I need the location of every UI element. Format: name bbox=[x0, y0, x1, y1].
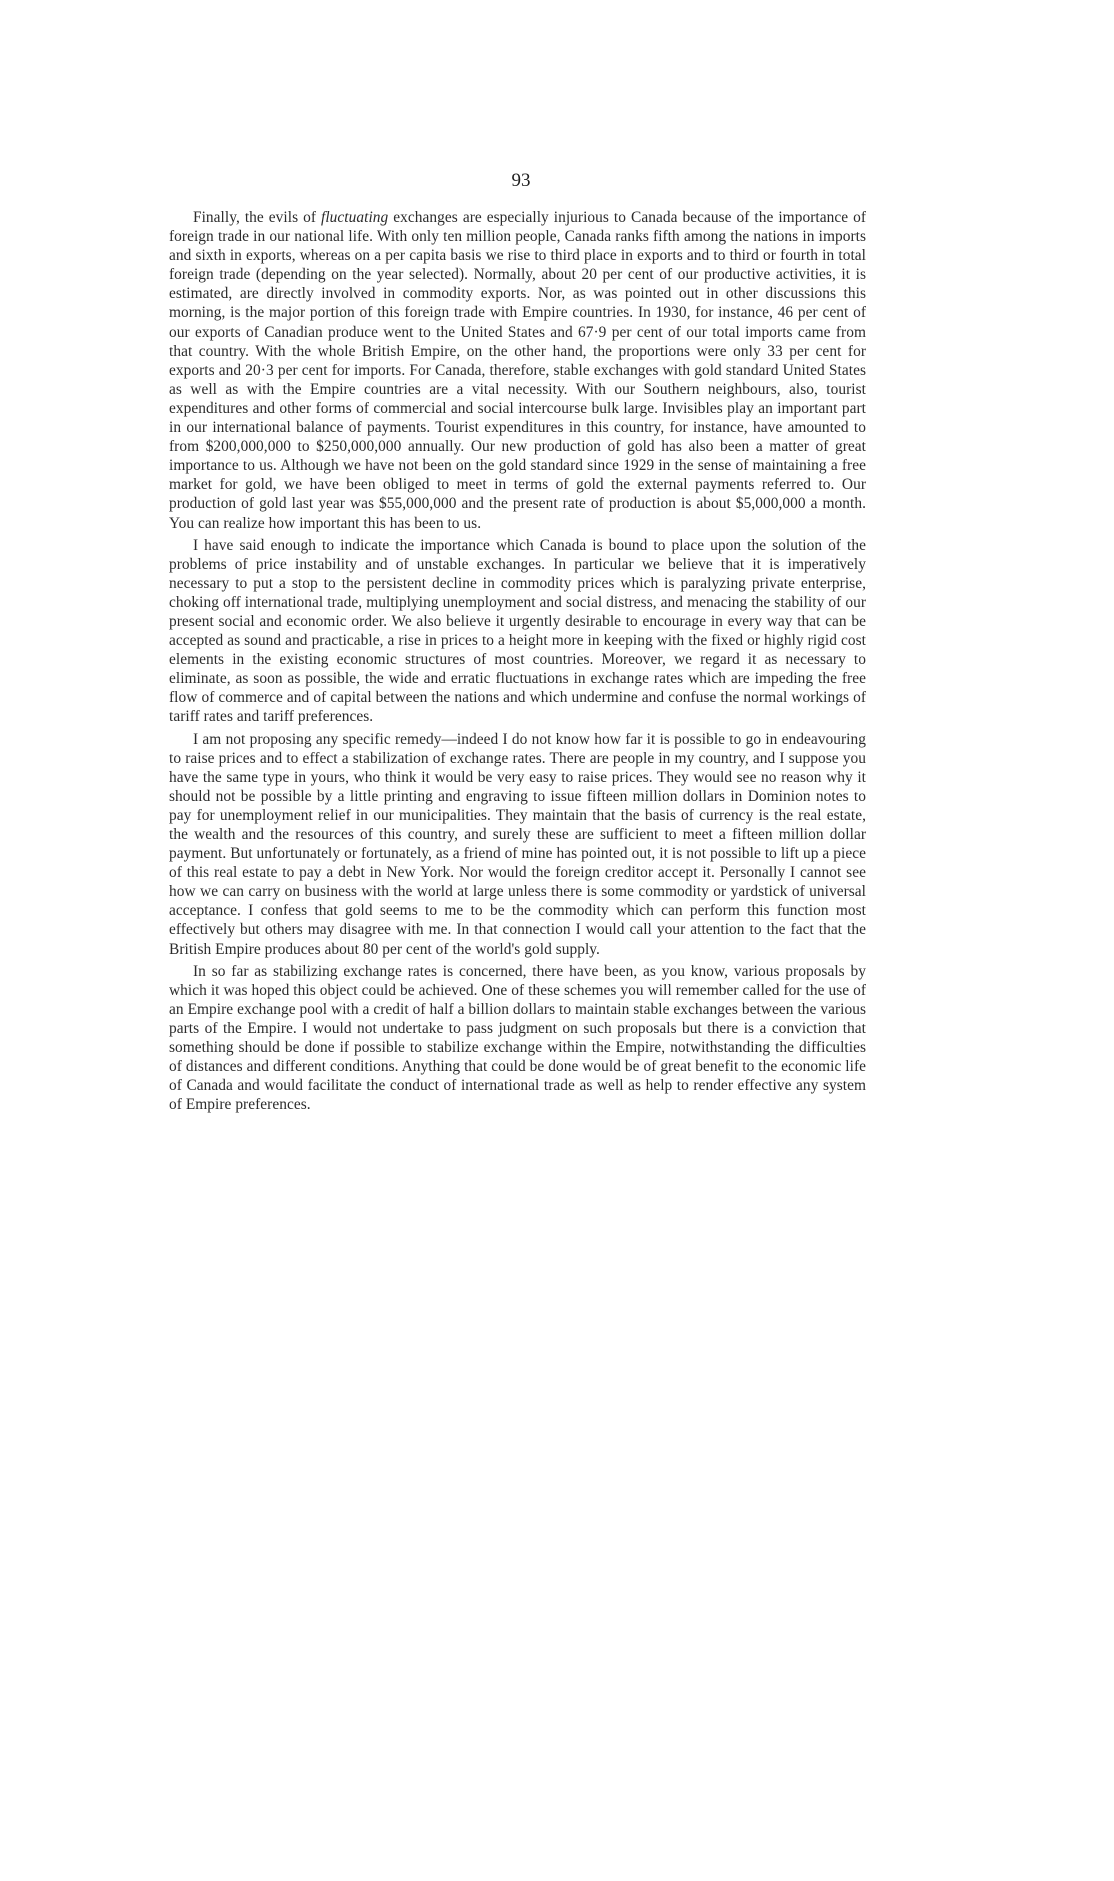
body-text bbox=[169, 208, 866, 1117]
paragraph-2: I have said enough to indicate the importance which Canada is bound to place upon the solution of the problems of price instability and of unstable exchanges. In particular we believe that it is imperatively necessary to put a stop to the persistent decline in commodity prices which is paralyzing private enterprise, choking off international trade, multiplying unemployment and social distress, and menacing the stability of our present social and economic order. We also believe it urgently desirable to encourage in every way that can be accepted as sound and practicable, a rise in prices to a height more in keeping with the fixed or highly rigid cost elements in the existing economic structures of most countries. Moreover, we regard it as necessary to eliminate, as soon as possible, the wide and erratic fluctuations in exchange rates which are impeding the free flow of commerce and of capital between the nations and which undermine and confuse the normal workings of tariff rates and tariff preferences. bbox=[169, 536, 866, 726]
paragraph-1-rest: exchanges are especially injurious to Canada because of the importance of foreign trade in our national life. With only ten million people, Canada ranks fifth among the nations in imports and sixth in exports, whereas on a per capita basis we rise to third place in exports and to third or fourth in total foreign trade (depending on the year selected). Normally, about 20 per cent of our productive activities, it is estimated, are directly involved in commodity exports. Nor, as was pointed out in other discussions this morning, is the major portion of this foreign trade with Empire countries. In 1930, for instance, 46 per cent of our exports of Canadian produce went to the United States and 67·9 per cent of our total imports came from that country. With the whole British Empire, on the other hand, the proportions were only 33 per cent for exports and 20·3 per cent for imports. For Canada, therefore, stable exchanges with gold standard United States as well as with the Empire countries are a vital necessity. With our Southern neighbours, also, tourist expenditures and other forms of commercial and social intercourse bulk large. Invisibles play an important part in our international balance of payments. Tourist expenditures in this country, for instance, have amounted to from $200,000,000 to $250,000,000 annually. Our new production of gold has also been a matter of great importance to us. Although we have not been on the gold standard since 1929 in the sense of maintaining a free market for gold, we have been obliged to meet in terms of gold the external payments referred to. Our production of gold last year was $55,000,000 and the present rate of production is about $5,000,000 a month. You can realize how important this has been to us. bbox=[169, 209, 866, 532]
paragraph-1-emphasis: fluctuating bbox=[321, 209, 389, 226]
page-number: 93 bbox=[511, 170, 531, 191]
paragraph-1 bbox=[169, 208, 866, 533]
paragraph-4: In so far as stabilizing exchange rates is concerned, there have been, as you know, various proposals by which it was hoped this object could be achieved. One of these schemes you will remember called for the use of an Empire exchange pool with a credit of half a billion dollars to maintain stable exchanges between the various parts of the Empire. I would not undertake to pass judgment on such proposals but there is a conviction that something should be done if possible to stabilize exchange within the Empire, notwithstanding the difficulties of distances and different conditions. Anything that could be done would be of great benefit to the economic life of Canada and would facilitate the conduct of international trade as well as help to render effective any system of Empire preferences. bbox=[169, 962, 866, 1114]
paragraph-1-lead: Finally, the evils of bbox=[193, 209, 322, 226]
paragraph-3: I am not proposing any specific remedy—indeed I do not know how far it is possible to go in endeavouring to raise prices and to effect a stabilization of exchange rates. There are people in my country, and I suppose you have the same type in yours, who think it would be very easy to raise prices. They would see no reason why it should not be possible by a little printing and engraving to issue fifteen million dollars in Dominion notes to pay for unemployment relief in our municipalities. They maintain that the basis of currency is the real estate, the wealth and the resources of this country, and surely these are sufficient to meet a fifteen million dollar payment. But unfortunately or fortunately, as a friend of mine has pointed out, it is not possible to lift up a piece of this real estate to pay a debt in New York. Nor would the foreign creditor accept it. Personally I cannot see how we can carry on business with the world at large unless there is some commodity or yardstick of universal acceptance. I confess that gold seems to me to be the commodity which can perform this function most effectively but others may disagree with me. In that connection I would call your attention to the fact that the British Empire produces about 80 per cent of the world's gold supply. bbox=[169, 730, 866, 958]
